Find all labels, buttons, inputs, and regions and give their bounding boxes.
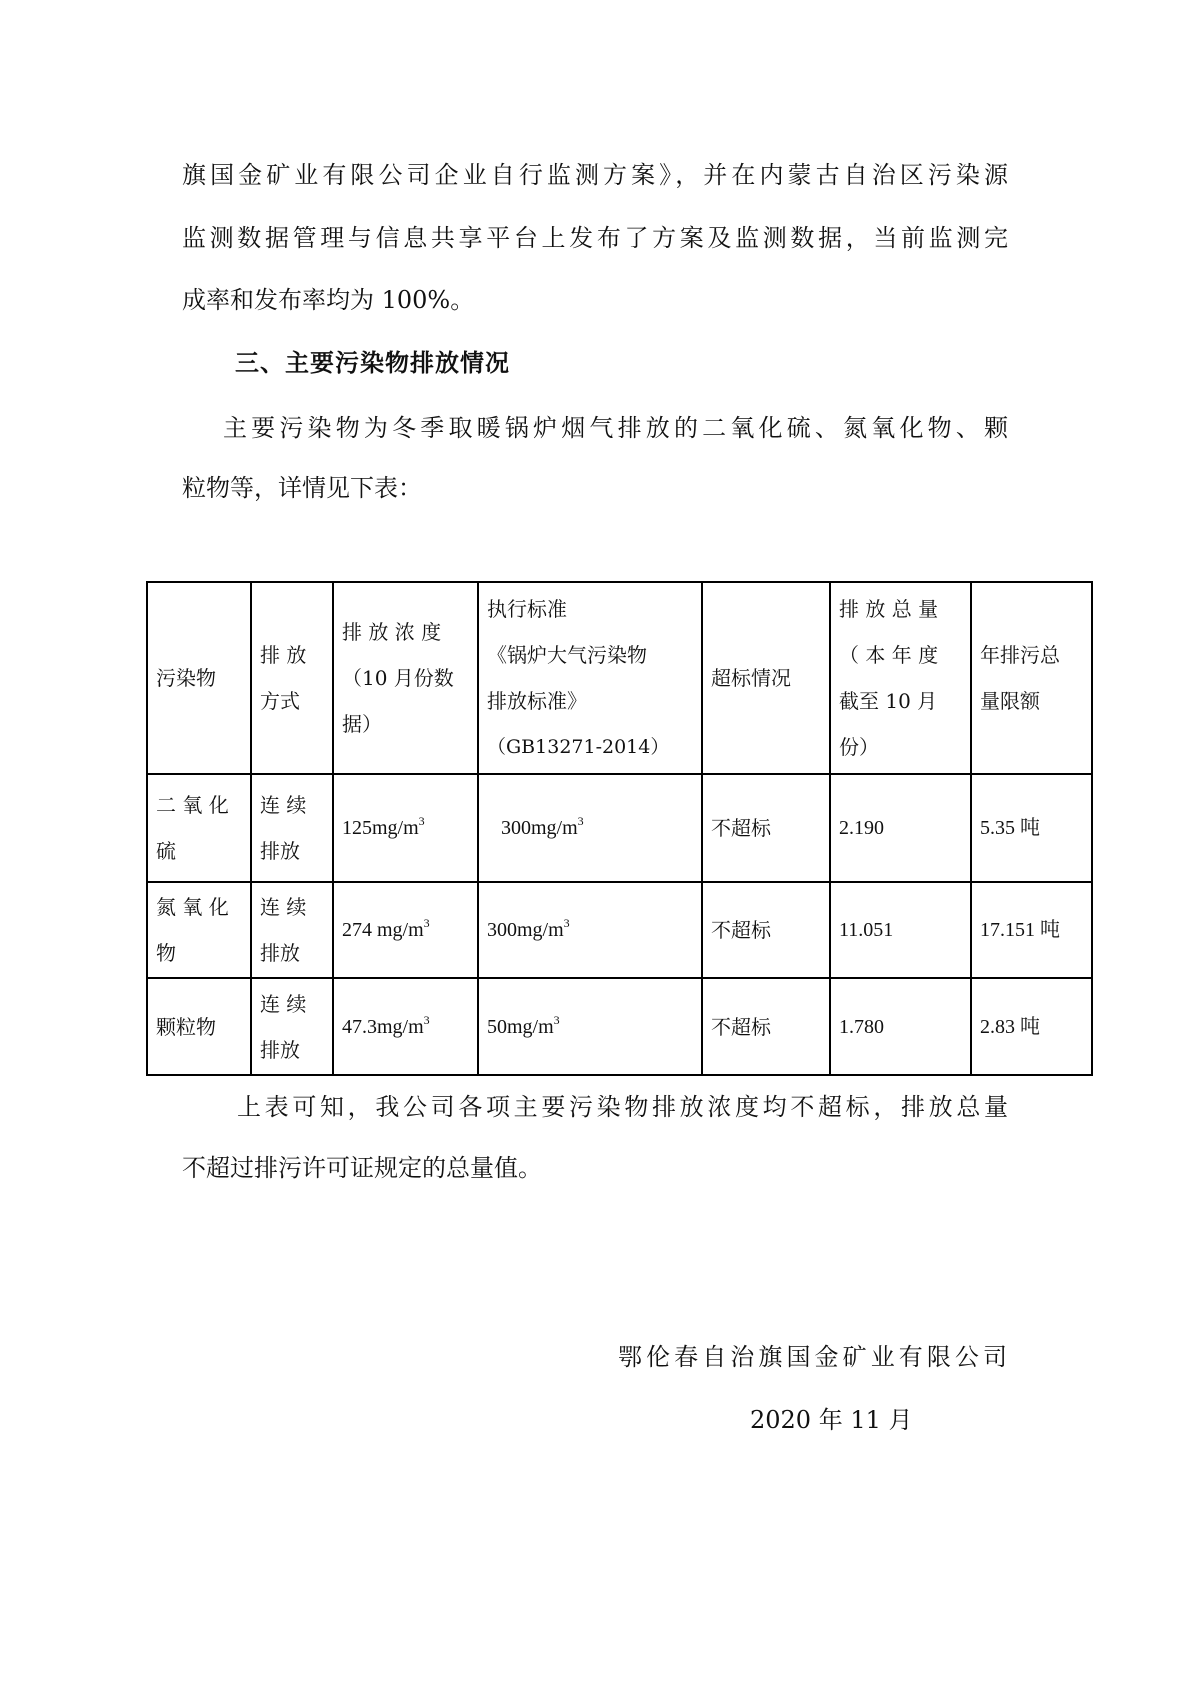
paragraph2-line1: 主要污染物为冬季取暖锅炉烟气排放的二氧化硫、氮氧化物、颗 [223,414,1008,442]
table-header-row [147,582,1092,774]
cell-concentration: $125mg/m^3$ [333,774,478,882]
header-pollutant: 污染物 [147,582,251,774]
section-heading: 三、主要污染物排放情况 [235,349,510,377]
paragraph3-line2: 不超过排污许可证规定的总量值。 [182,1154,542,1182]
cell-total-emission: 2.190 [830,774,971,882]
table-row [147,774,1092,882]
emissions-table [146,581,1093,1076]
cell-annual-limit: 2.83 吨 [971,978,1092,1075]
header-standard: 执行标准 《锅炉大气污染物 排放标准》 （GB13271-2014） [478,582,702,774]
paragraph1-line2: 监测数据管理与信息共享平台上发布了方案及监测数据，当前监测完 [182,224,1008,252]
cell-pollutant: 二 氧 化 硫 [147,774,251,882]
signature-company: 鄂伦春自治旗国金矿业有限公司 [618,1343,1007,1371]
cell-exceed-status: 不超标 [702,978,830,1075]
cell-total-emission: 11.051 [830,882,971,978]
cell-pollutant: 颗粒物 [147,978,251,1075]
header-method: 排 放 方式 [251,582,333,774]
paragraph2-line2: 粒物等，详情见下表： [182,474,422,502]
cell-standard: $300mg/m^3$ [478,774,702,882]
header-total-emission: 排 放 总 量 （ 本 年 度 截至 10 月 份） [830,582,971,774]
table-row [147,978,1092,1075]
header-concentration: 排 放 浓 度 （10 月份数 据） [333,582,478,774]
cell-method: 连 续 排放 [251,774,333,882]
cell-annual-limit: 5.35 吨 [971,774,1092,882]
cell-concentration: 274 $mg/m^3$ [333,882,478,978]
cell-standard: $50mg/m^3$ [478,978,702,1075]
cell-method: 连 续 排放 [251,978,333,1075]
cell-exceed-status: 不超标 [702,882,830,978]
signature-date: 2020 年 11 月 [750,1406,913,1434]
table-row [147,882,1092,978]
cell-total-emission: 1.780 [830,978,971,1075]
paragraph1-line3: 成率和发布率均为 100%。 [182,286,475,314]
cell-method: 连 续 排放 [251,882,333,978]
cell-concentration: $47.3mg/m^3$ [333,978,478,1075]
header-exceed-status: 超标情况 [702,582,830,774]
paragraph3-line1: 上表可知，我公司各项主要污染物排放浓度均不超标，排放总量 [237,1093,1008,1121]
header-annual-limit: 年排污总 量限额 [971,582,1092,774]
paragraph1-line1: 旗国金矿业有限公司企业自行监测方案》，并在内蒙古自治区污染源 [182,161,1008,189]
cell-exceed-status: 不超标 [702,774,830,882]
cell-annual-limit: 17.151 吨 [971,882,1092,978]
cell-pollutant: 氮 氧 化 物 [147,882,251,978]
cell-standard: $300mg/m^3$ [478,882,702,978]
